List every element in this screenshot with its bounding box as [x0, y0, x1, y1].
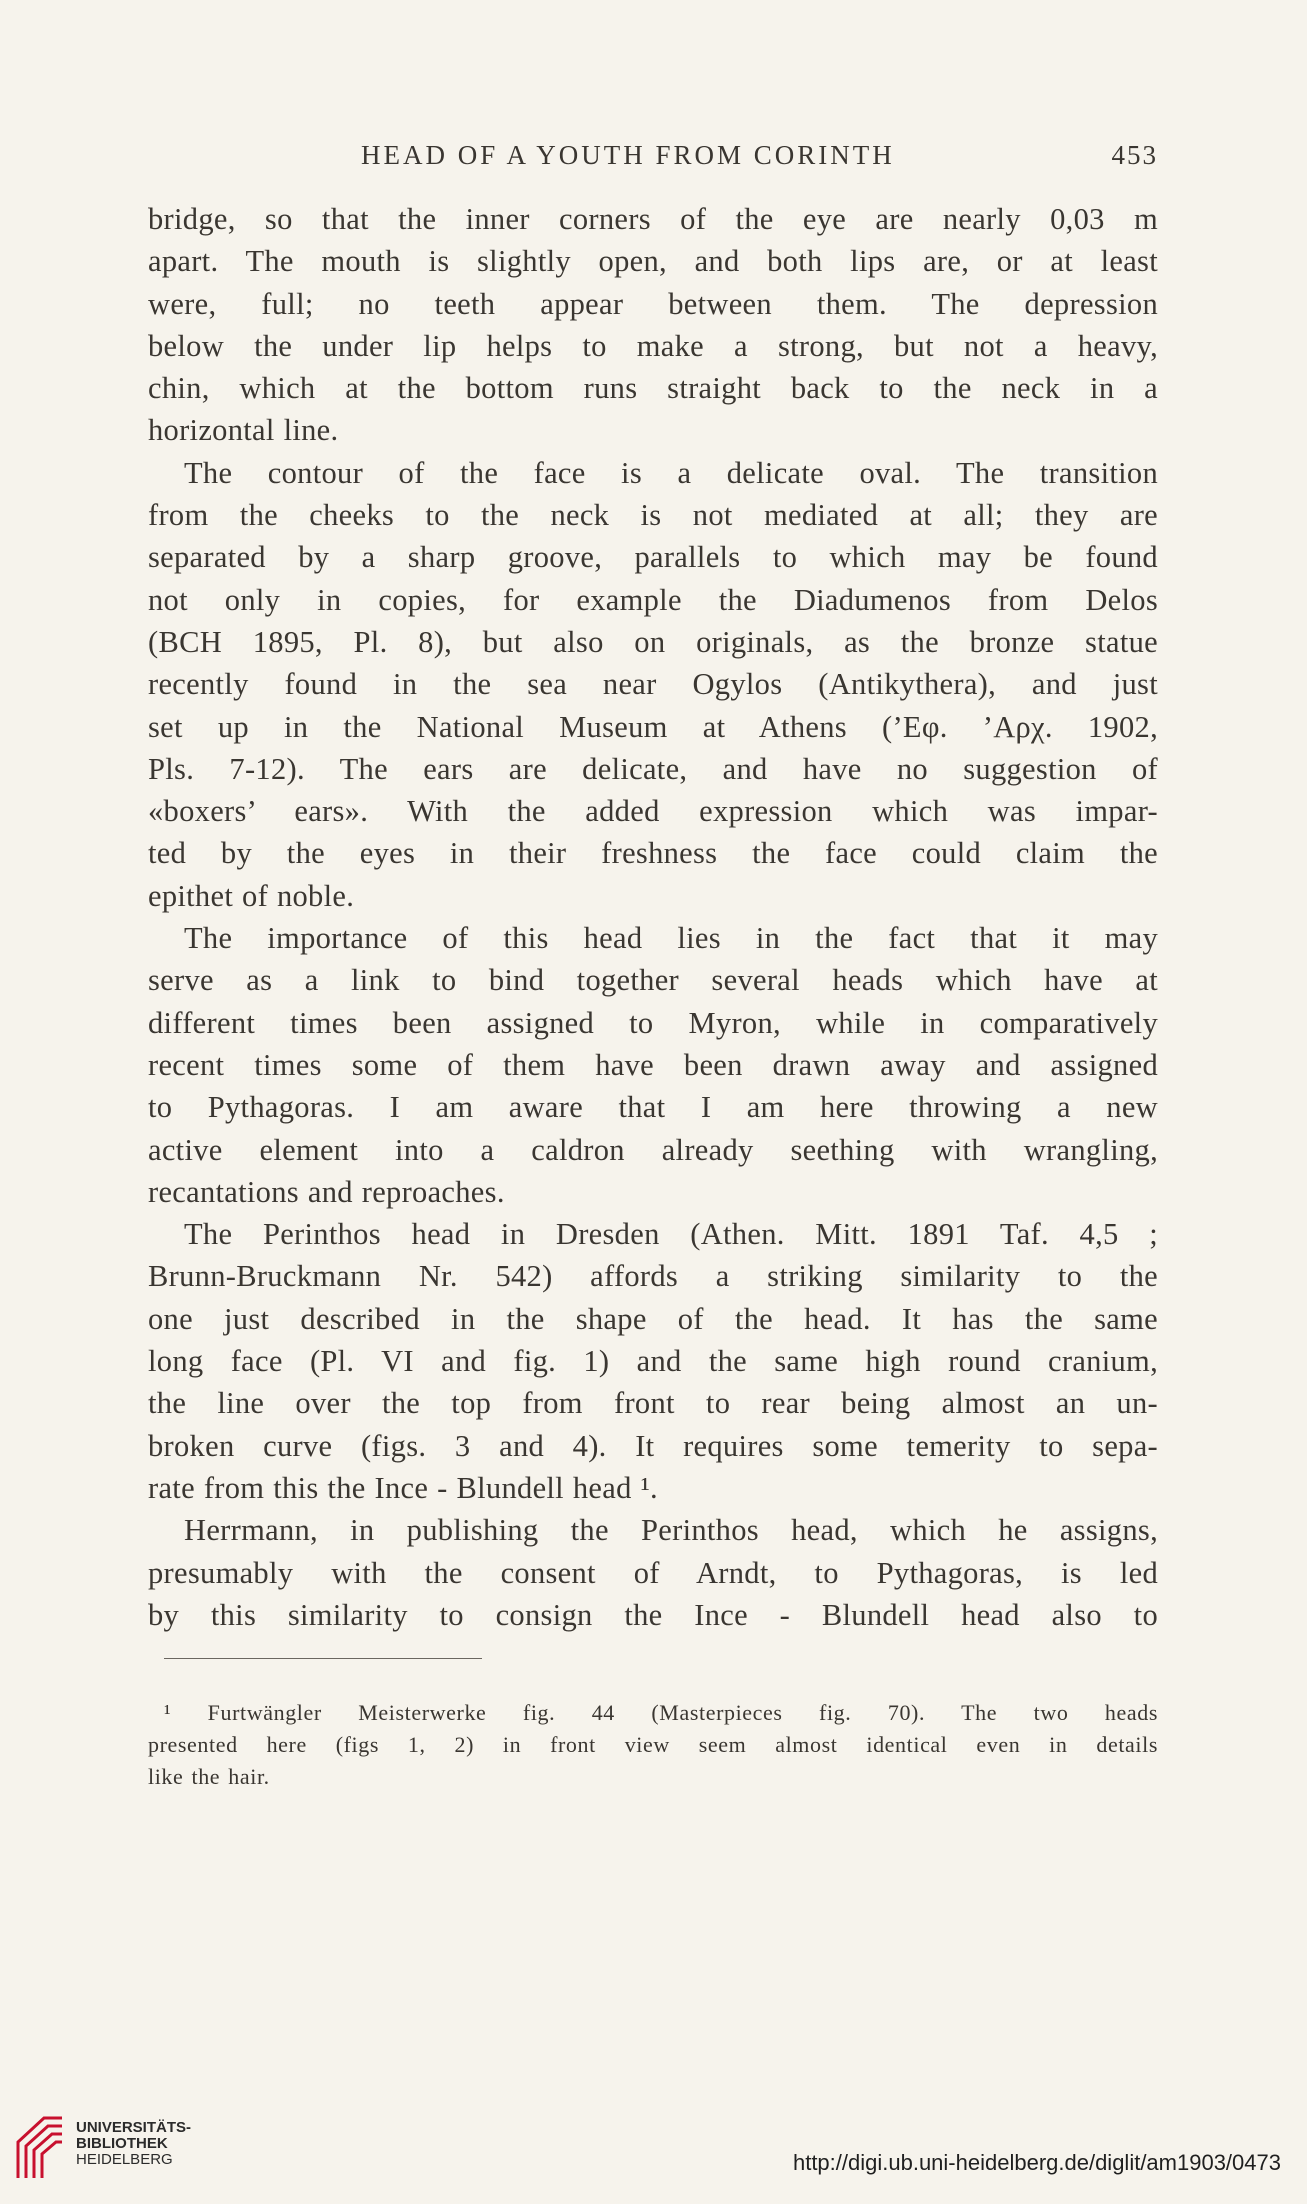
text-line: active element into a caldron already seething with wrangling,: [148, 1132, 1158, 1167]
text-line: not only in copies, for example the Diadumenos from Delos: [148, 582, 1158, 617]
running-header: [146, 140, 1158, 180]
text-line: separated by a sharp groove, parallels to which may be found: [148, 540, 1158, 575]
text-line: the line over the top from front to rear being almost an un-: [148, 1386, 1158, 1421]
text-line: The Perinthos head in Dresden (Athen. Mitt. 1891 Taf. 4,5 ;: [184, 1217, 1158, 1252]
footnotes: [148, 1697, 1158, 1793]
library-logo: [14, 2100, 192, 2190]
logo-line: HEIDELBERG: [76, 2151, 173, 2168]
text-line: recently found in the sea near Ogylos (Antikythera), and just: [148, 667, 1158, 702]
text-line: different times been assigned to Myron, while in comparatively: [148, 1005, 1158, 1040]
text-line: serve as a link to bind together several heads which have at: [148, 963, 1158, 998]
text-line: below the under lip helps to make a strong, but not a heavy,: [148, 328, 1158, 363]
page-number: 453: [1111, 140, 1158, 170]
logo-line: UNIVERSITÄTS-: [76, 2119, 192, 2136]
text-line: apart. The mouth is slightly open, and both lips are, or at least: [148, 244, 1158, 279]
footnote-line: ¹ Furtwängler Meisterwerke fig. 44 (Masterpieces fig. 70). The two heads: [164, 1700, 1158, 1725]
text-line: bridge, so that the inner corners of the eye are nearly 0,03 m: [148, 202, 1158, 236]
text-line: «boxers’ ears». With the added expression which was impar-: [148, 794, 1158, 829]
text-line: rate from this the Ince - Blundell head ¹.: [148, 1470, 658, 1505]
text-line: Brunn-Bruckmann Nr. 542) affords a striking similarity to the: [148, 1259, 1158, 1294]
text-line: Pls. 7-12). The ears are delicate, and have no suggestion of: [148, 751, 1158, 786]
text-line: epithet of noble.: [148, 878, 355, 913]
source-url-link[interactable]: http://digi.ub.uni-heidelberg.de/diglit/am1903/0473: [792, 2150, 1281, 2175]
text-line: were, full; no teeth appear between them. The depression: [148, 286, 1158, 321]
running-title: HEAD OF A YOUTH FROM CORINTH: [361, 140, 895, 170]
logo-line: BIBLIOTHEK: [76, 2135, 168, 2152]
text-line: by this similarity to consign the Ince - Blundell head also to: [148, 1597, 1158, 1632]
text-line: one just described in the shape of the head. It has the same: [148, 1301, 1158, 1336]
text-line: from the cheeks to the neck is not mediated at all; they are: [148, 498, 1158, 533]
footnote-line: presented here (figs 1, 2) in front view seem almost identical even in details: [148, 1732, 1158, 1757]
text-line: recantations and reproaches.: [148, 1174, 505, 1209]
text-line: long face (Pl. VI and fig. 1) and the same high round cranium,: [148, 1344, 1158, 1379]
text-line: (BCH 1895, Pl. 8), but also on originals, as the bronze statue: [148, 624, 1158, 659]
text-line: ted by the eyes in their freshness the face could claim the: [148, 836, 1158, 871]
text-line: The contour of the face is a delicate oval. The transition: [184, 455, 1158, 490]
text-line: recent times some of them have been drawn away and assigned: [148, 1047, 1158, 1082]
text-line: The importance of this head lies in the fact that it may: [184, 921, 1158, 956]
text-line: set up in the National Museum at Athens (’Εφ. ’Αρχ. 1902,: [148, 709, 1158, 744]
body-text: [148, 198, 1158, 1636]
library-logo-icon: [14, 2112, 66, 2182]
footnote-line: like the hair.: [148, 1764, 270, 1789]
text-line: horizontal line.: [148, 413, 339, 448]
text-line: to Pythagoras. I am aware that I am here throwing a new: [148, 1090, 1158, 1125]
footnote-rule: [164, 1658, 482, 1659]
text-line: Herrmann, in publishing the Perinthos head, which he assigns,: [184, 1513, 1158, 1548]
text-line: chin, which at the bottom runs straight back to the neck in a: [148, 371, 1158, 406]
text-line: presumably with the consent of Arndt, to Pythagoras, is led: [148, 1555, 1158, 1590]
text-line: broken curve (figs. 3 and 4). It requires some temerity to sepa-: [148, 1428, 1158, 1463]
